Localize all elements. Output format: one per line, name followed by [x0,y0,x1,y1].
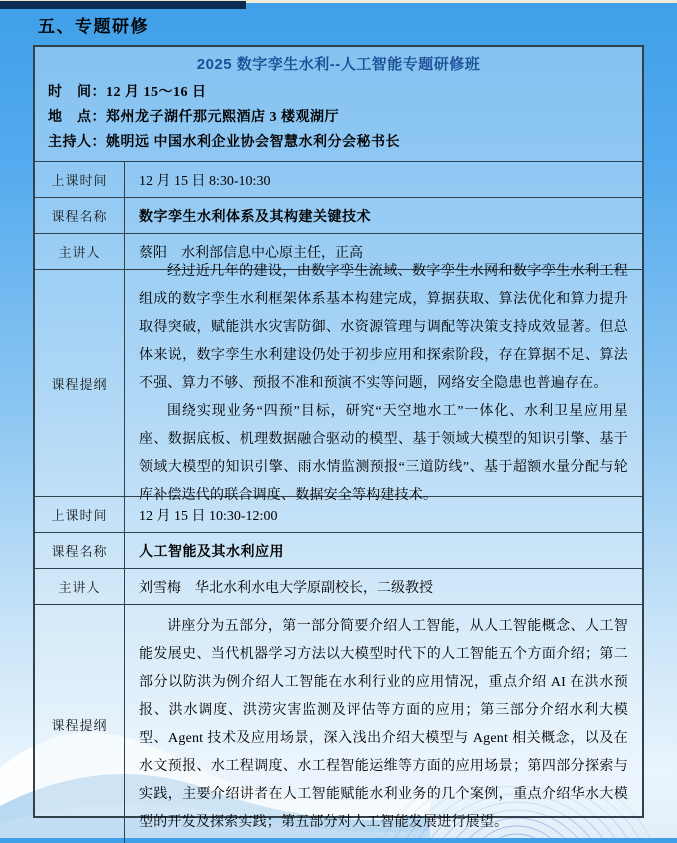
table-row [35,162,642,198]
session1-outline [125,264,642,503]
label-course-name: 课程名称 [35,198,125,233]
table-header-cell [35,47,642,162]
session2-time: 12 月 15 日 10:30-12:00 [139,508,278,524]
outline-paragraph: 讲座分为五部分，第一部分简要介绍人工智能，从人工智能概念、人工智能发展史、当代机器学习方法以大模型时代下的人工智能五个方面介绍；第二部分以防洪为例介绍人工智能在水利行业的应用情况，重点介绍 AI 在洪水预报、洪水调度、洪涝灾害监测及评估等方面的应用；第三部分介绍水利大模型、Agent 技术及应用场景，深入浅出介绍大模型与 Agent 相关概念，以及在水文预报、水工程调度、水工程智能运维等方面的应用场景；第四部分探索与实践，主要介绍讲者在人工智能赋能水利业务的几个案例，重点介绍华水大模型的开发及探索实践；第五部分对人工智能发展进行展望。 [139,619,628,830]
label-class-time: 上课时间 [35,497,125,532]
outline-paragraph: 经过近几年的建设，由数字孪生流域、数字孪生水网和数字孪生水利工程组成的数字孪生水利框架体系基本构建完成，算据获取、算法优化和算力提升取得突破，赋能洪水灾害防御、水资源管理与调配等决策支持成效显著。但总体来说，数字孪生水利建设仍处于初步应用和探索阶段，存在算据不足、算法不强、算力不够、预报不准和预演不实等问题，网络安全隐患也普遍存在。 [139,264,628,391]
top-cream-line [246,0,677,3]
label-class-time: 上课时间 [35,162,125,197]
info-host: 主持人：姚明远 中国水利企业协会智慧水利分会秘书长 [48,135,400,150]
label-outline: 课程提纲 [35,270,125,496]
program-title: 2025 数字孪生水利--人工智能专题研修班 [196,56,481,73]
session1-speaker: 蔡阳 水利部信息中心原主任，正高 [139,245,363,261]
table-row [35,605,642,843]
label-speaker: 主讲人 [35,234,125,269]
table-row [35,533,642,569]
session1-time: 12 月 15 日 8:30-10:30 [139,173,271,189]
table-row [35,198,642,234]
session2-course: 人工智能及其水利应用 [139,544,284,560]
table-row [35,264,642,503]
label-speaker: 主讲人 [35,569,125,604]
top-navy-bar [0,0,246,9]
table-row [35,497,642,533]
schedule-table [33,45,644,830]
label-outline: 课程提纲 [35,605,125,843]
label-course-name: 课程名称 [35,533,125,568]
info-time: 时 间：12 月 15～16 日 [48,85,207,100]
outline-paragraph: 围绕实现业务“四预”目标，研究“天空地水工”一体化、水利卫星应用星座、数据底板、机理数据融合驱动的模型、基于领域大模型的知识引擎、基于领域大模型的知识引擎、雨水情监测预报“三道防线”、基于超额水量分配与轮库补偿迭代的联合调度、数据安全等构建技术。 [139,404,628,503]
session1-course: 数字孪生水利体系及其构建关键技术 [139,209,371,225]
session2-speaker: 刘雪梅 华北水利水电大学原副校长，二级教授 [139,580,433,596]
info-place: 地 点：郑州龙子湖仟那元熙酒店 3 楼观湖厅 [48,110,339,125]
table-row [35,569,642,605]
session2-outline [125,605,642,843]
section-heading: 五、专题研修 [38,17,149,36]
